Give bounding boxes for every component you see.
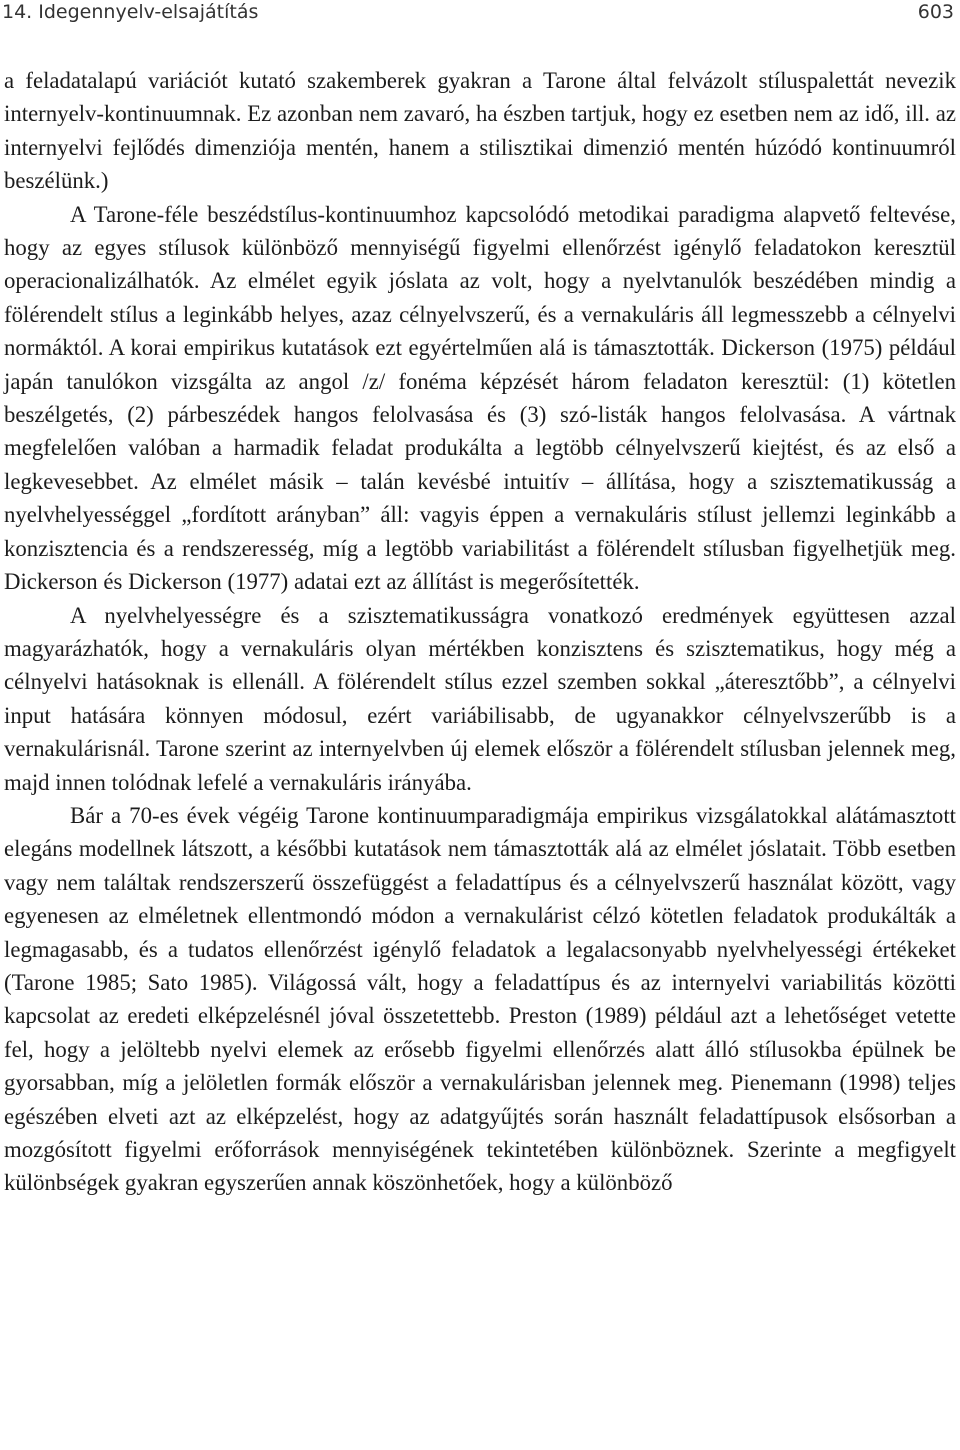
paragraph-3: A nyelvhelyességre és a szisztematikusságra vonatkozó eredmények együttesen azzal magyarázhatók, hogy a vernakuláris olyan mértékben konzisztens és szisztematikus, hogy még a célnyelvi hatásoknak is ellenáll. A fölérendelt stílus ezzel szemben sokkal „áteresztőbb”, a célnyelvi input hatására könnyen módosul, ezért variábilisabb, de ugyanakkor célnyelvszerűbb is a vernakulárisnál. Tarone szerint az internyelvben új elemek először a fölérendelt stílusban jelennek meg, majd innen tolódnak lefelé a vernakuláris irányába. — [4, 602, 956, 795]
running-header — [0, 0, 960, 34]
chapter-title: 14. Idegennyelv-elsajátítás — [2, 1, 259, 23]
page-number: 603 — [917, 1, 954, 23]
paragraph-1: a feladatalapú variációt kutató szakemberek gyakran a Tarone által felvázolt stíluspalettát nevezik internyelv-kontinuumnak. Ez azonban nem zavaró, ha észben tartjuk, hogy ez esetben nem az idő, ill. az internyelvi fejlődés dimenziója mentén, hanem a stilisztikai dimenzió mentén húzódó kontinuumról beszélünk.) — [4, 68, 956, 194]
body-text — [4, 64, 956, 1200]
paragraph-2: A Tarone-féle beszédstílus-kontinuumhoz kapcsolódó metodikai paradigma alapvető feltevése, hogy az egyes stílusok különböző mennyiségű figyelmi ellenőrzést igénylő feladatokon keresztül operacionalizálhatók. Az elmélet egyik jóslata az volt, hogy a nyelvtanulók beszédében mindig a fölérendelt stílus a leginkább helyes, azaz célnyelvszerű, és a vernakuláris áll legmesszebb a célnyelvi normáktól. A korai empirikus kutatások ezt egyértelműen alá is támasztották. Dickerson (1975) például japán tanulókon vizsgálta az angol /z/ fonéma képzését három feladaton keresztül: (1) kötetlen beszélgetés, (2) párbeszédek hangos felolvasása és (3) szó-listák hangos felolvasása. A vártnak megfelelően valóban a harmadik feladat produkálta a legtöbb célnyelvszerű kiejtést, és az első a legkevesebbet. Az elmélet másik – talán kevésbé intuitív – állítása, hogy a szisztematikusság a nyelvhelyességgel „fordított arányban” áll: vagyis éppen a vernakuláris stílust jellemzi leginkább a konzisztencia és a rendszeresség, míg a legtöbb variabilitást a fölérendelt stílusban figyelhetjük meg. Dickerson és Dickerson (1977) adatai ezt az állítást is megerősítették. — [4, 201, 956, 595]
paragraph-4: Bár a 70-es évek végéig Tarone kontinuumparadigmája empirikus vizsgálatokkal alátámasztott elegáns modellnek látszott, a későbbi kutatások nem támasztották alá az elmélet jóslatait. Több esetben vagy nem találtak rendszerszerű összefüggést a feladattípus és a célnyelvszerű használat között, vagy egyenesen az elméletnek ellentmondó módon a vernakulárist célzó kötetlen feladatok produkálták a legmagasabb, és a tudatos ellenőrzést igénylő feladatok a legalacsonyabb nyelvhelyességi értékeket (Tarone 1985; Sato 1985). Világossá vált, hogy a feladattípus és az internyelvi variabilitás közötti kapcsolat az eredeti elképzelésnél jóval összetettebb. Preston (1989) például azt a lehetőséget vetette fel, hogy a jelöltebb nyelvi elemek az erősebb figyelmi ellenőrzés alatt álló stílusokba épülnek be gyorsabban, míg a jelöletlen formák először a vernakulárisban jelennek meg. Pienemann (1998) teljes egészében elveti azt az elképzelést, hogy az adatgyűjtés során használt feladattípusok elsősorban a mozgósított figyelmi erőforrások mennyiségének tekintetében különböznek. Szerinte a megfigyelt különbségek gyakran egyszerűen annak köszönhetőek, hogy a különböző — [4, 802, 956, 1196]
